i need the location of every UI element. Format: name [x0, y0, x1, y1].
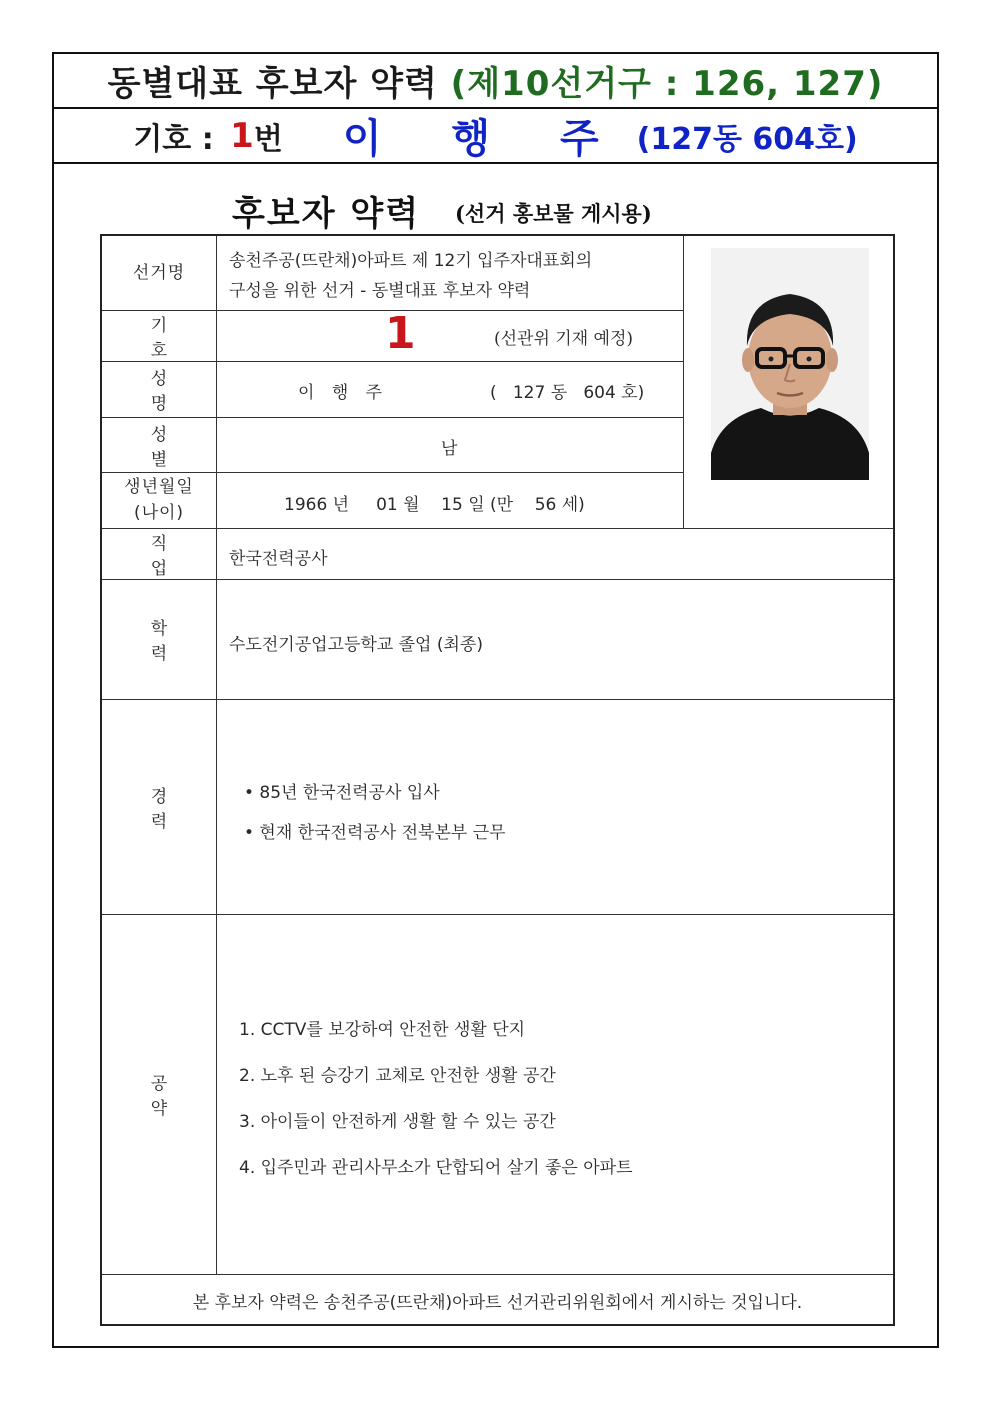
header-symbol-number: 1	[230, 115, 254, 156]
pledge-item: 4. 입주민과 관리사무소가 단합되어 살기 좋은 아파트	[239, 1158, 633, 1178]
label-column-divider	[216, 236, 217, 1274]
birth-label-line2: (나이)	[133, 503, 185, 523]
header-candidate-name: 이 행 주	[342, 116, 627, 162]
education-value: 수도전기공업고등학교 졸업 (최종)	[229, 635, 483, 655]
pledge-item: 2. 노후 된 승강기 교체로 안전한 생활 공간	[239, 1066, 556, 1086]
photo-column-divider	[683, 236, 684, 528]
header-district: (제10선거구 : 126, 127)	[450, 64, 884, 104]
gender-label: 성 별	[150, 424, 188, 470]
row-divider	[102, 579, 893, 580]
birth-value: 1966 년 01 월 15 일 (만 56 세)	[284, 495, 585, 515]
footer-note: 본 후보자 약력은 송천주공(뜨란채)아파트 선거관리위원회에서 게시하는 것입니다.	[192, 1292, 803, 1313]
election-name-line2: 구성을 위한 선거 - 동별대표 후보자 약력	[229, 281, 531, 301]
election-name-label: 선거명	[132, 263, 186, 283]
candidate-photo	[711, 248, 869, 480]
portrait-icon	[711, 248, 869, 480]
header-symbol-suffix: 번	[253, 121, 283, 157]
header-candidate-row	[54, 109, 937, 164]
symbol-label: 기 호	[150, 315, 188, 361]
document-title: 후보자 약력	[232, 194, 421, 234]
document-subtitle: (선거 홍보물 게시용)	[455, 201, 652, 226]
header-candidate-unit: (127동 604호)	[636, 121, 858, 157]
career-label: 경 력	[150, 786, 188, 832]
pledge-item: 1. CCTV를 보강하여 안전한 생활 단지	[239, 1020, 526, 1040]
row-divider	[102, 914, 893, 915]
career-item: • 현재 한국전력공사 전북본부 근무	[244, 823, 506, 843]
row-divider	[102, 528, 893, 529]
name-label: 성 명	[150, 369, 188, 414]
header-title-row	[54, 54, 937, 109]
header-symbol-label: 기호 :	[133, 121, 225, 157]
job-label: 직 업	[150, 533, 188, 579]
name-unit: ( 127 동 604 호)	[490, 383, 645, 403]
education-label: 학 력	[150, 619, 188, 664]
symbol-note: (선관위 기재 예정)	[494, 329, 634, 349]
career-item: • 85년 한국전력공사 입사	[244, 783, 440, 803]
header-title: 동별대표 후보자 약력	[107, 64, 451, 104]
gender-value: 남	[441, 439, 458, 459]
symbol-value: 1	[385, 308, 416, 359]
job-value: 한국전력공사	[229, 549, 328, 569]
election-name-line1: 송천주공(뜨란채)아파트 제 12기 입주자대표회의	[229, 251, 593, 271]
birth-label	[102, 472, 216, 528]
birth-label-line1: 생년월일	[124, 477, 194, 497]
name-value: 이 행 주	[298, 383, 389, 403]
pledge-item: 3. 아이들이 안전하게 생활 할 수 있는 공간	[239, 1112, 556, 1132]
pledge-label: 공 약	[150, 1074, 188, 1119]
row-divider	[102, 699, 893, 700]
